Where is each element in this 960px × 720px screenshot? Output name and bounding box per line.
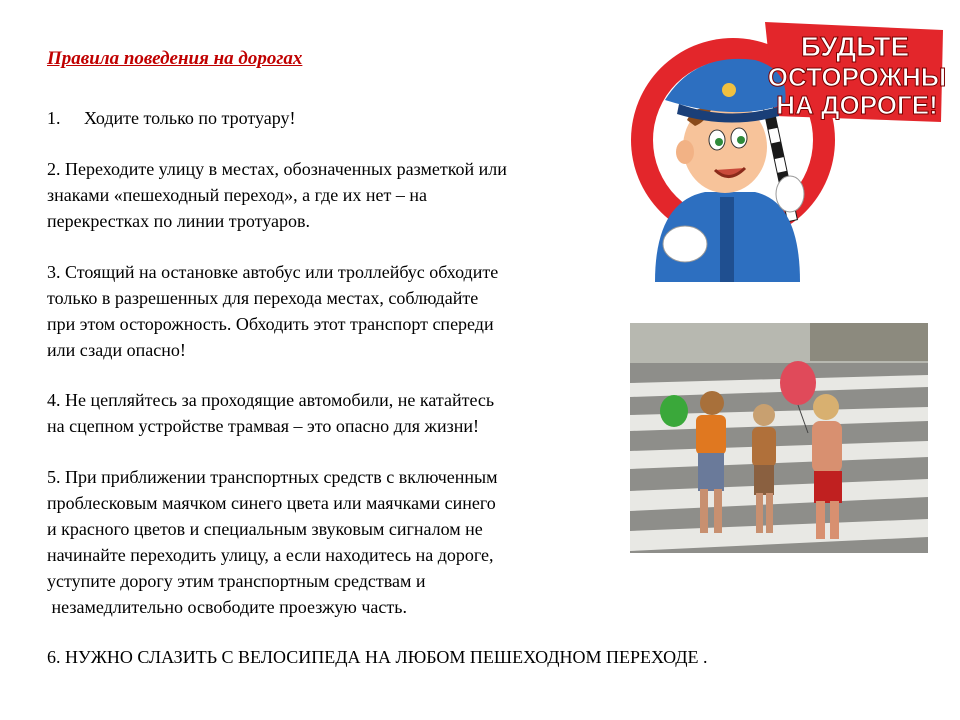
rule-5-line-6: незамедлительно освободите проезжую часть. [47, 597, 407, 617]
rule-6: 6. НУЖНО СЛАЗИТЬ С ВЕЛОСИПЕДА НА ЛЮБОМ ПЕШЕХОДНОМ ПЕРЕХОДЕ . [47, 647, 708, 667]
badge-text-line-3: НА ДОРОГЕ! [776, 90, 938, 120]
rule-3-line-4: или сзади опасно! [47, 340, 186, 360]
green-balloon [660, 395, 688, 427]
rule-5-line-2: проблесковым маячком синего цвета или маячками синего [47, 493, 496, 513]
be-careful-badge [625, 12, 947, 290]
pink-balloon [780, 361, 816, 405]
badge-text-line-2: ОСТОРОЖНЫ [767, 62, 947, 92]
rule-5-line-5: уступите дорогу этим транспортным средствам и [47, 571, 426, 591]
page-title: Правила поведения на дорогах [47, 48, 303, 69]
rule-4-line-2: на сцепном устройстве трамвая – это опасно для жизни! [47, 416, 479, 436]
rule-4-line-1: 4. Не цепляйтесь за проходящие автомобили, не катайтесь [47, 390, 495, 410]
child-girl [696, 415, 726, 455]
glove-right [776, 176, 804, 212]
rule-1-text: Ходите только по тротуару! [84, 108, 296, 128]
rule-3-line-3: при этом осторожность. Обходить этот транспорт спереди [47, 314, 494, 334]
rule-1-number: 1. [47, 108, 61, 128]
children-crosswalk-photo [630, 323, 928, 553]
rule-2-line-2: знаками «пешеходный переход», а где их нет – на [47, 185, 427, 205]
rule-2-line-1: 2. Переходите улицу в местах, обозначенных разметкой или [47, 159, 507, 179]
rule-5-line-4: начинайте переходить улицу, а если находитесь на дороге, [47, 545, 494, 565]
rule-5-line-3: и красного цветов и специальным звуковым сигналом не [47, 519, 483, 539]
rule-3-line-2: только в разрешенных для перехода местах, соблюдайте [47, 288, 479, 308]
glove-left [663, 226, 707, 262]
rule-2-line-3: перекрестках по линии тротуаров. [47, 211, 310, 231]
badge-text-line-1: БУДЬТЕ [800, 31, 910, 62]
rule-3-line-1: 3. Стоящий на остановке автобус или троллейбус обходите [47, 262, 499, 282]
rule-5-line-1: 5. При приближении транспортных средств с включенным [47, 467, 498, 487]
child-boy [812, 421, 842, 473]
child-small [752, 427, 776, 467]
